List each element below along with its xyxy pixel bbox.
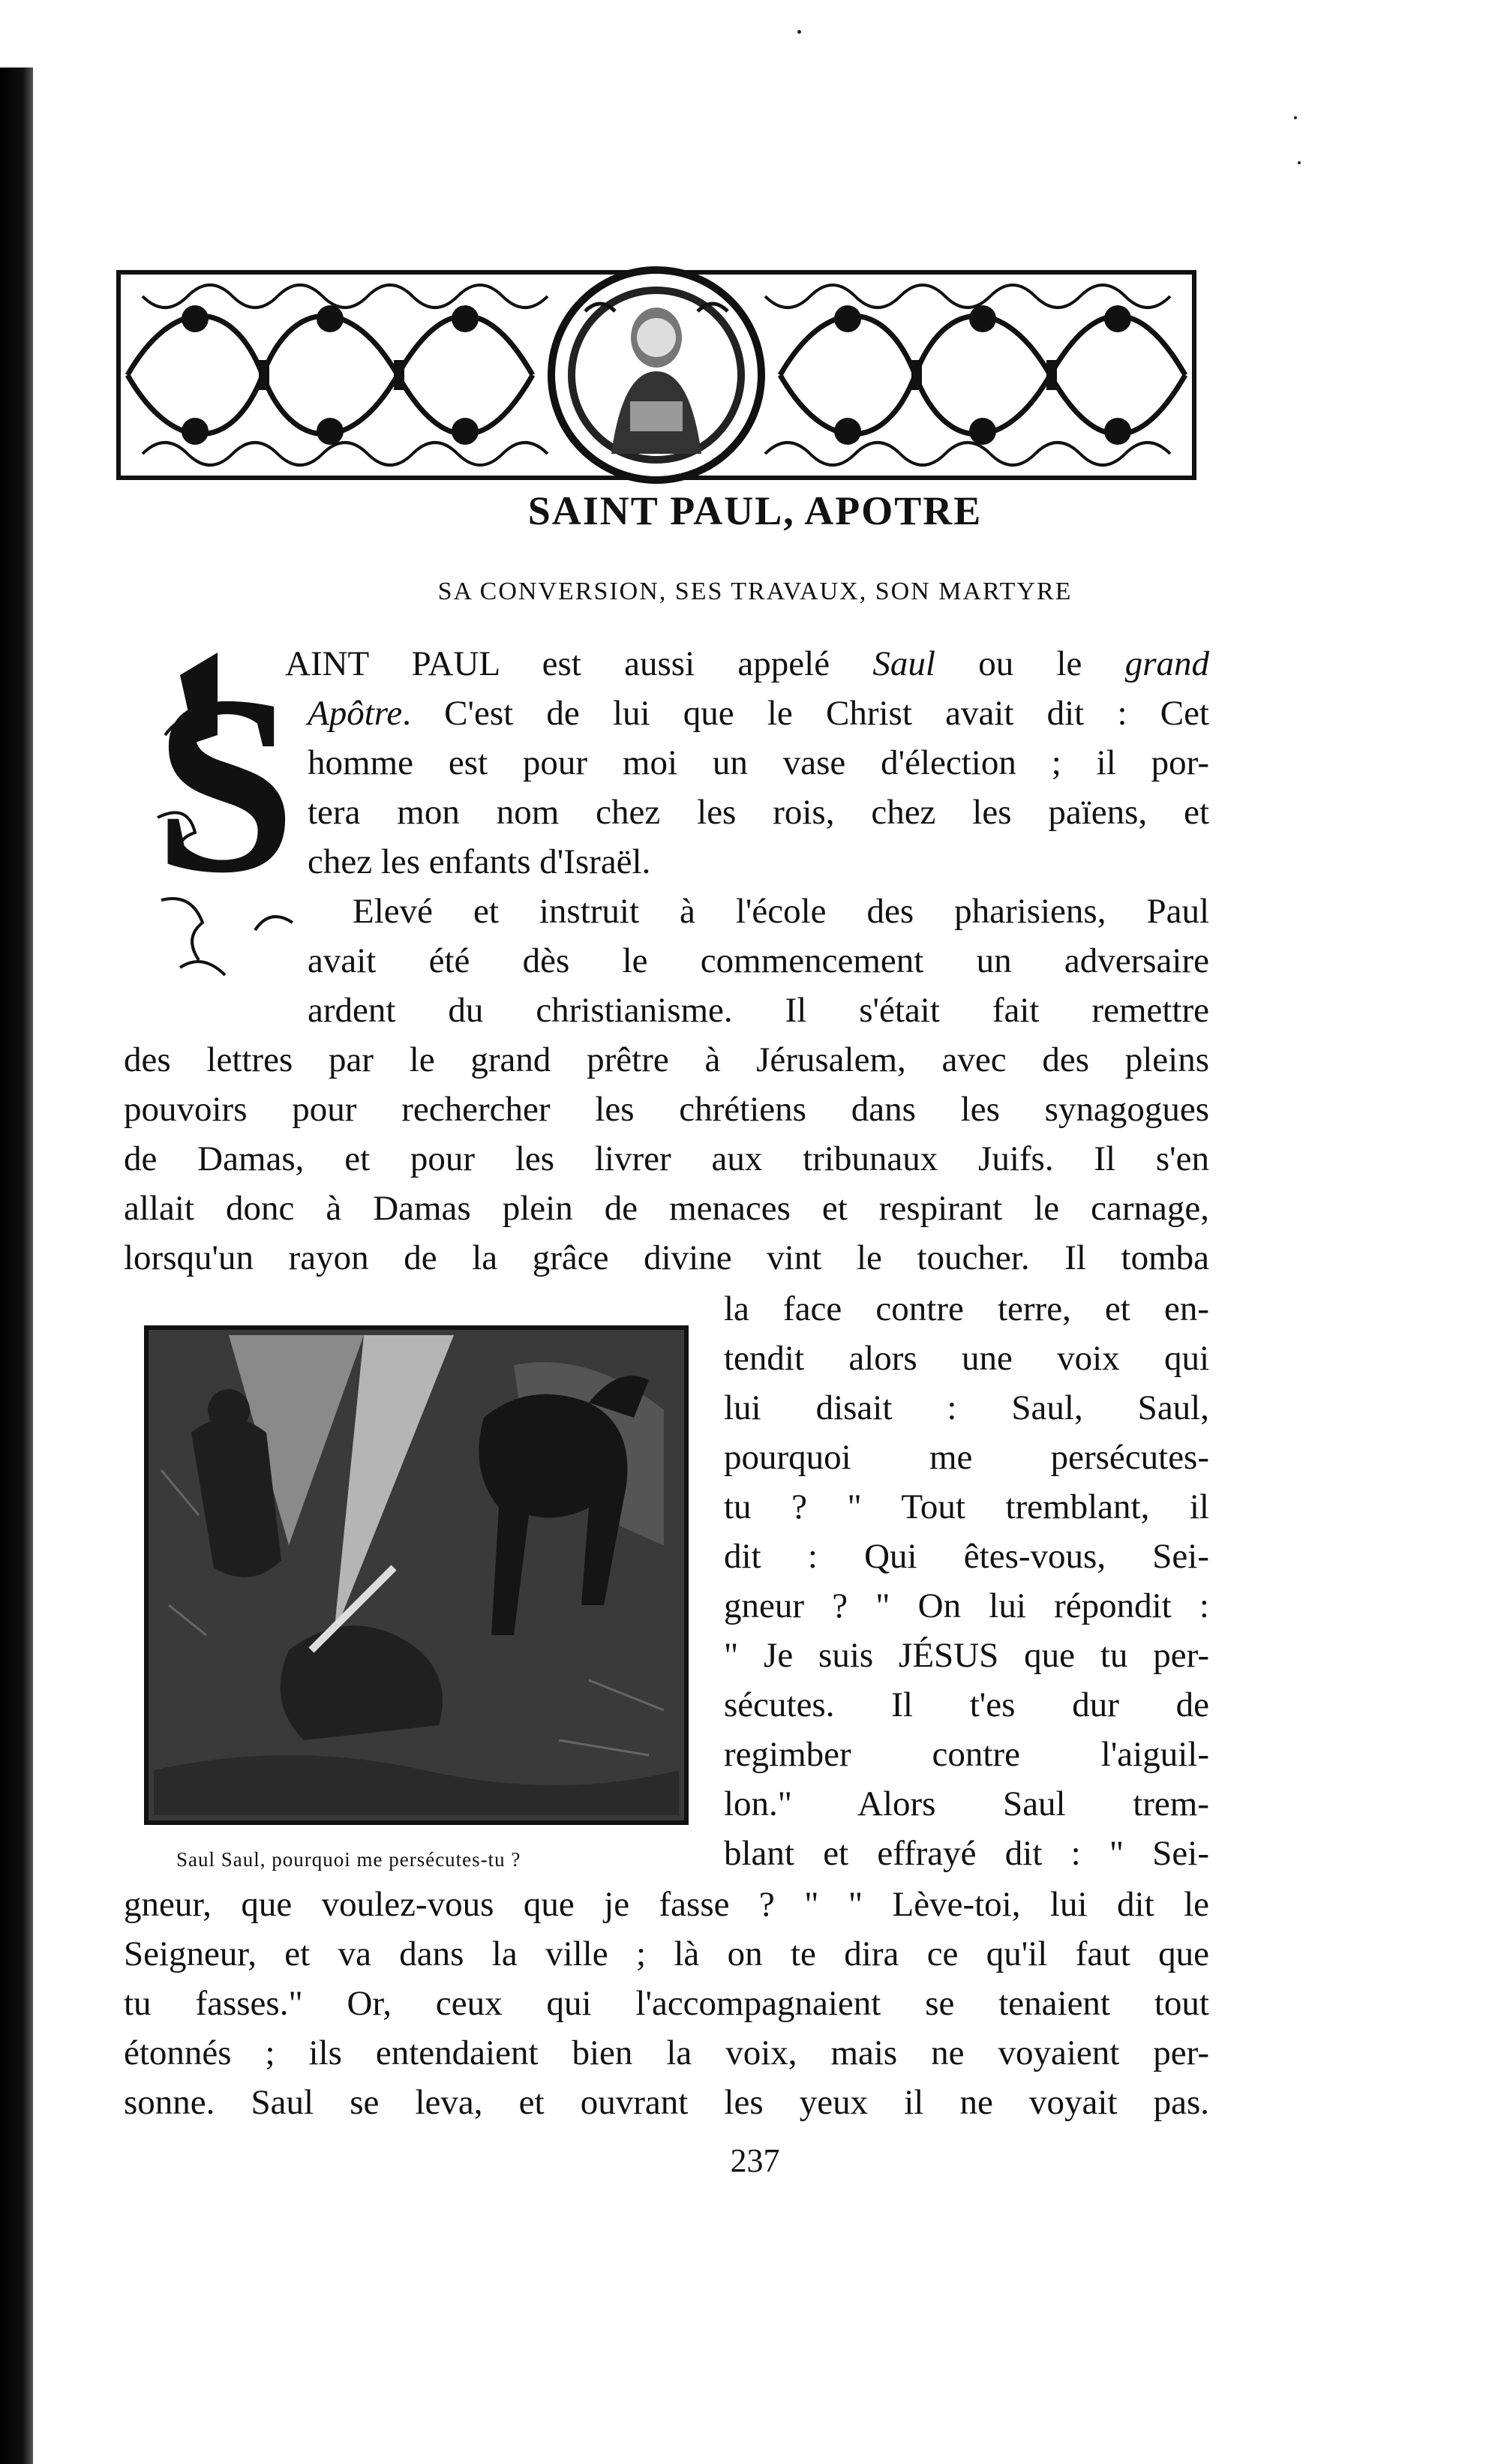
text-line bbox=[124, 1134, 1209, 1184]
scan-spine-shadow bbox=[0, 68, 33, 2464]
text-line bbox=[308, 986, 1209, 1035]
text-segment: lon." Alors Saul trem- bbox=[724, 1784, 1209, 1823]
text-segment: des lettres par le grand prêtre à Jérusalem, avec des pleins bbox=[124, 1040, 1209, 1079]
italic-segment: Apôtre bbox=[308, 694, 403, 733]
text-segment: de Damas, et pour les livrer aux tribunaux Juifs. Il s'en bbox=[124, 1139, 1209, 1178]
text-line bbox=[308, 738, 1209, 788]
page-number: 237 bbox=[730, 2142, 780, 2179]
text-segment: gneur, que voulez-vous que je fasse ? " " Lève-toi, lui dit le bbox=[124, 1885, 1209, 1924]
text-line bbox=[124, 1929, 1209, 1979]
figure-caption: Saul Saul, pourquoi me persécutes-tu ? bbox=[176, 1848, 521, 1871]
text-line bbox=[724, 1730, 1209, 1779]
text-line bbox=[724, 1284, 1209, 1334]
ornamental-dropcap bbox=[150, 645, 300, 1005]
text-line bbox=[124, 1979, 1209, 2028]
text-segment: chez les enfants d'Israël. bbox=[308, 842, 651, 881]
text-line bbox=[724, 1779, 1209, 1829]
text-segment: la face contre terre, et en- bbox=[724, 1289, 1209, 1328]
text-line bbox=[724, 1482, 1209, 1532]
text-line bbox=[724, 1532, 1209, 1581]
text-segment: regimber contre l'aiguil- bbox=[724, 1735, 1209, 1774]
italic-segment: grand bbox=[1124, 644, 1209, 683]
text-segment: blant et effrayé dit : " Sei- bbox=[724, 1834, 1209, 1873]
text-segment: lorsqu'un rayon de la grâce divine vint le toucher. Il tomba bbox=[124, 1238, 1209, 1277]
italic-segment: Saul bbox=[872, 644, 935, 683]
text-segment: . C'est de lui que le Christ avait dit : Cet bbox=[402, 694, 1209, 733]
text-segment: homme est pour moi un vase d'élection ; il por- bbox=[308, 743, 1209, 782]
conversion-engraving-illustration bbox=[139, 1320, 694, 1838]
text-segment: allait donc à Damas plein de menaces et respirant le carnage, bbox=[124, 1189, 1209, 1228]
text-line bbox=[124, 1085, 1209, 1134]
text-line bbox=[353, 887, 1209, 936]
text-line bbox=[308, 788, 1209, 837]
text-line bbox=[724, 1433, 1209, 1482]
text-segment: pourquoi me persécutes- bbox=[724, 1438, 1209, 1477]
text-segment: lui disait : Saul, Saul, bbox=[724, 1388, 1209, 1427]
text-line bbox=[724, 1829, 1209, 1878]
scan-edge-mark bbox=[0, 2429, 225, 2464]
text-segment: tendit alors une voix qui bbox=[724, 1339, 1209, 1378]
text-segment: tera mon nom chez les rois, chez les païens, et bbox=[308, 793, 1209, 832]
text-line bbox=[308, 689, 1209, 738]
scan-speck bbox=[1298, 161, 1301, 164]
text-segment: AINT PAUL est aussi appelé bbox=[285, 644, 873, 683]
text-line bbox=[308, 837, 1209, 887]
text-line bbox=[285, 639, 1209, 689]
text-line bbox=[724, 1680, 1209, 1730]
text-line bbox=[124, 2078, 1209, 2127]
text-line bbox=[124, 2028, 1209, 2078]
text-segment: dit : Qui êtes-vous, Sei- bbox=[724, 1537, 1209, 1576]
scan-speck bbox=[1294, 116, 1297, 119]
text-segment: ou le bbox=[935, 644, 1125, 683]
text-line bbox=[724, 1383, 1209, 1433]
text-segment: sécutes. Il t'es dur de bbox=[724, 1685, 1209, 1724]
text-line bbox=[124, 1035, 1209, 1085]
dropcap-letter: S bbox=[154, 645, 296, 926]
text-segment: pouvoirs pour rechercher les chrétiens dans les synagogues bbox=[124, 1090, 1209, 1129]
text-segment: Elevé et instruit à l'école des pharisiens, Paul bbox=[353, 892, 1209, 931]
page-subtitle: SA CONVERSION, SES TRAVAUX, SON MARTYRE bbox=[437, 578, 1073, 605]
scan-speck bbox=[797, 30, 801, 34]
page-title: SAINT PAUL, APOTRE bbox=[527, 488, 983, 533]
ornamental-header-band bbox=[113, 266, 1200, 484]
text-segment: " Je suis JÉSUS que tu per- bbox=[724, 1636, 1209, 1675]
text-segment: tu ? " Tout tremblant, il bbox=[724, 1487, 1209, 1526]
text-segment: ardent du christianisme. Il s'était fait remettre bbox=[308, 991, 1209, 1030]
text-segment: étonnés ; ils entendaient bien la voix, mais ne voyaient per- bbox=[124, 2033, 1209, 2072]
text-segment: tu fasses." Or, ceux qui l'accompagnaient se tenaient tout bbox=[124, 1984, 1209, 2023]
text-line bbox=[724, 1631, 1209, 1680]
text-segment: Seigneur, et va dans la ville ; là on te dira ce qu'il faut que bbox=[124, 1934, 1209, 1973]
text-segment: sonne. Saul se leva, et ouvrant les yeux il ne voyait pas. bbox=[124, 2083, 1209, 2122]
text-line bbox=[308, 936, 1209, 986]
text-line bbox=[724, 1581, 1209, 1631]
text-line bbox=[124, 1233, 1209, 1283]
text-segment: gneur ? " On lui répondit : bbox=[724, 1586, 1209, 1625]
text-line bbox=[124, 1184, 1209, 1233]
text-line bbox=[124, 1880, 1209, 1929]
text-segment: avait été dès le commencement un adversaire bbox=[308, 941, 1209, 980]
text-line bbox=[724, 1334, 1209, 1383]
